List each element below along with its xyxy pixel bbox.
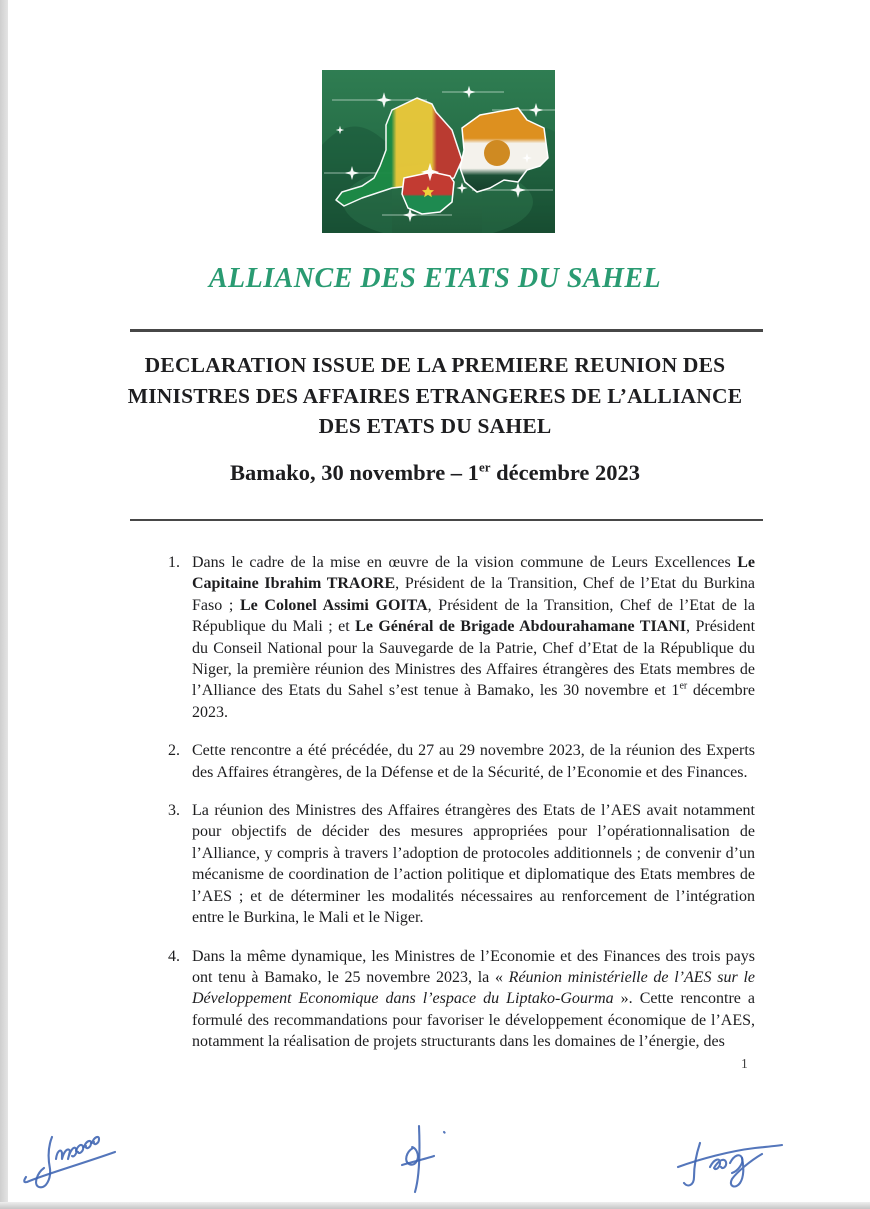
signature-left [18,1123,148,1197]
paragraph-item [168,740,755,783]
paragraph-text: Dans la même dynamique, les Ministres de l’Economie et des Finances des trois pays ont tenu à Bamako, le 25 novembre 2023, la « [192,947,755,986]
paragraph-text: er [679,681,688,693]
date-suffix: décembre 2023 [490,460,641,485]
paragraph-text: ». Cette rencontre a formulé des recommandations pour favoriser le développement économique de l’AES, notamment la réalisation de projets structurants dans les domaines de l’énergie, des [192,990,755,1051]
document-title [99,350,771,442]
burkina-map-shape [402,172,454,214]
niger-flag-circle [484,140,510,166]
page-number: 1 [741,1056,748,1071]
divider-line-bottom [130,519,763,521]
paragraph-number: 4. [168,947,180,965]
paragraph-text: Réunion ministérielle de l’AES sur le Développement Economique dans l’espace du Liptako-Gourma [192,968,755,1008]
paragraph-text: Cette rencontre a été précédée, du 27 au 29 novembre 2023, de la réunion des Experts des Affaires étrangères, de la Défense et de la Sécurité, de l’Economie et des Finances. [192,742,755,781]
paragraph-text: décembre 2023. [192,682,756,721]
divider-line-top [130,329,763,332]
scan-edge-bottom [0,1202,870,1209]
document-date [99,460,771,486]
paragraph-number: 3. [168,802,180,820]
paragraph-text: Le Général de Brigade Abdourahamane TIANI [355,618,687,636]
organization-title: ALLIANCE DES ETATS DU SAHEL [208,263,662,294]
paragraph-item [168,946,755,1053]
document-title-line: DES ETATS DU SAHEL [318,414,552,438]
date-prefix: Bamako, 30 novembre – 1 [229,460,479,485]
document-title-line: DECLARATION ISSUE DE LA PREMIERE REUNION DES [144,353,726,377]
paragraph-item [168,800,755,928]
paragraph-text: , Président de la Transition, Chef de l’Etat du Burkina Faso ; [192,575,756,614]
document-title-line: MINISTRES DES AFFAIRES ETRANGERES DE L’ALLIANCE [127,383,743,408]
aes-logo [322,70,555,233]
paragraph-text: , Président de la Transition, Chef de l’Etat de la République du Mali ; et [192,596,756,636]
paragraph-number: 1. [168,554,180,571]
paragraph-number: 2. [168,742,180,760]
paragraph-text: , Président du Conseil National pour la Sauvegarde de la Patrie, Chef d’Etat de la République du Niger, la première réunion des Ministres des Affaires étrangères des Etats membres de l’Alliance des Etats du Sahel s’est tenue à Bamako, les 30 novembre et 1 [192,618,756,700]
paragraph-text: Le Capitaine Ibrahim TRAORE [192,554,755,593]
signature-right [670,1133,794,1195]
paragraph-item [168,552,755,723]
date-superscript: er [478,459,491,475]
paragraph-text: Dans le cadre de la mise en œuvre de la vision commune de Leurs Excellences [192,554,738,571]
paragraph-list [168,552,755,1070]
scan-edge-left [0,0,8,1209]
signature-center [394,1120,452,1198]
paragraph-text: La réunion des Ministres des Affaires étrangères des Etats de l’AES avait notamment pour objectifs de décider des mesures appropriées pour l’opérationnalisation de l’Alliance, y compris à travers l’adoption de protocoles additionnels ; de convenir d’un mécanisme de coordination de l’action politique et diplomatique des Etats membres de l’AES ; et de déterminer les modalités nécessaires au renforcement de l’intégration entre le Burkina, le Mali et le Niger. [192,802,755,927]
paragraph-text: Le Colonel Assimi GOITA [239,596,428,614]
